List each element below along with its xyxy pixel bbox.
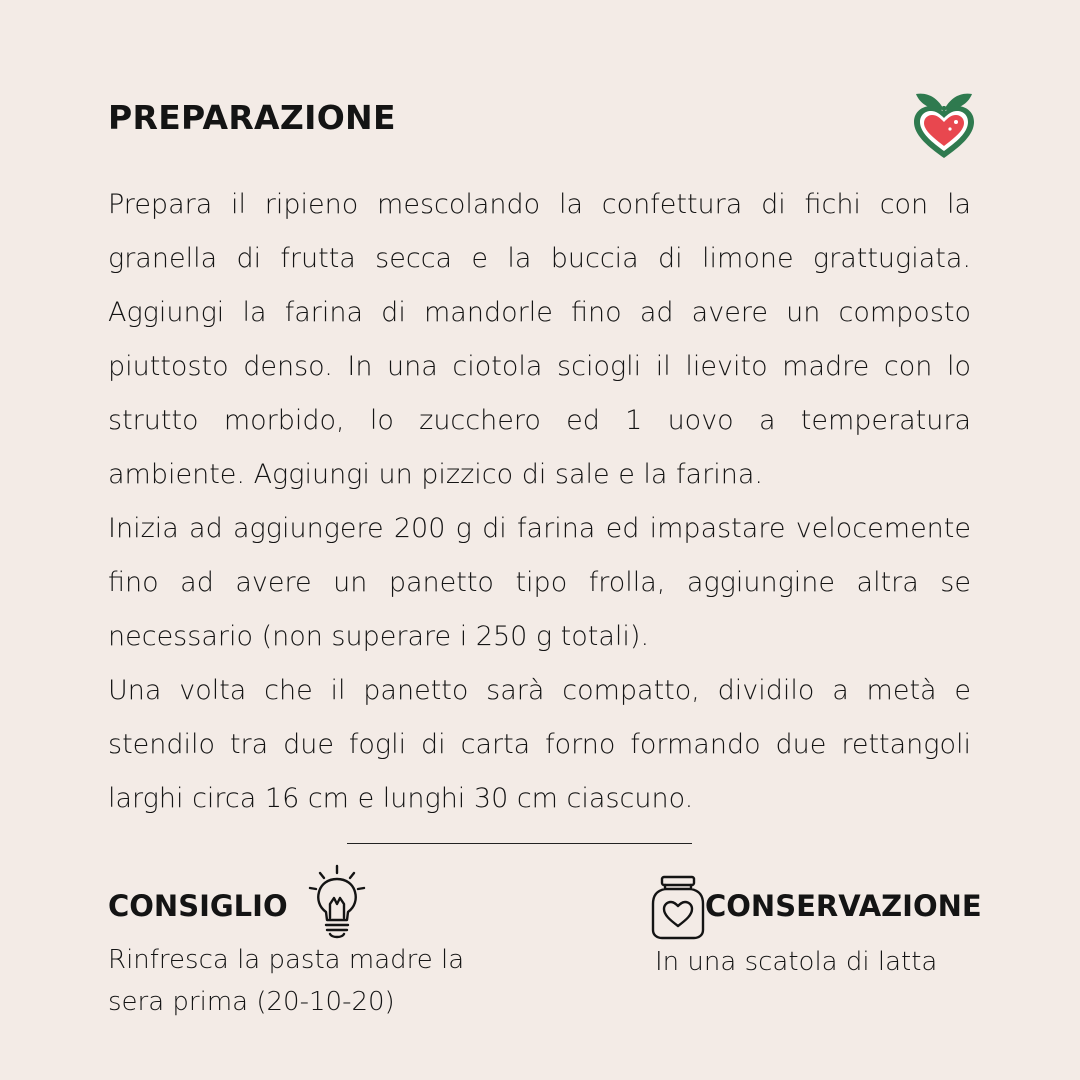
preparation-paragraph: Inizia ad aggiungere 200 g di farina ed impastare velocemente fino ad avere un panetto tipo frolla, aggiungine altra se necessario (non superare i 250 g totali). [108, 513, 971, 652]
heart-apple-logo [910, 84, 978, 160]
section-divider [347, 843, 692, 844]
preparation-paragraph: Prepara il ripieno mescolando la confettura di fichi con la granella di frutta secca e la buccia di limone grattugiata. Aggiungi la farina di mandorle fino ad avere un composto piuttosto denso. In una ciotola sciogli il lievito madre con lo strutto morbido, lo zucchero ed 1 uovo a temperatura ambiente. Aggiungi un pizzico di sale e la farina. [108, 189, 971, 490]
lightbulb-icon [306, 864, 368, 942]
storage-text: In una scatola di latta [655, 947, 938, 977]
preparation-paragraph: Una volta che il panetto sarà compatto, dividilo a metà e stendilo tra due fogli di carta forno formando due rettangoli larghi circa 16 cm e lunghi 30 cm ciascuno. [108, 675, 971, 814]
jar-heart-icon [650, 874, 706, 940]
tip-text: Rinfresca la pasta madre la sera prima (20-10-20) [108, 945, 465, 1017]
preparation-body [108, 178, 971, 826]
page-title: PREPARAZIONE [108, 98, 396, 137]
storage-title: CONSERVAZIONE [705, 889, 982, 923]
tip-title: CONSIGLIO [108, 889, 288, 923]
